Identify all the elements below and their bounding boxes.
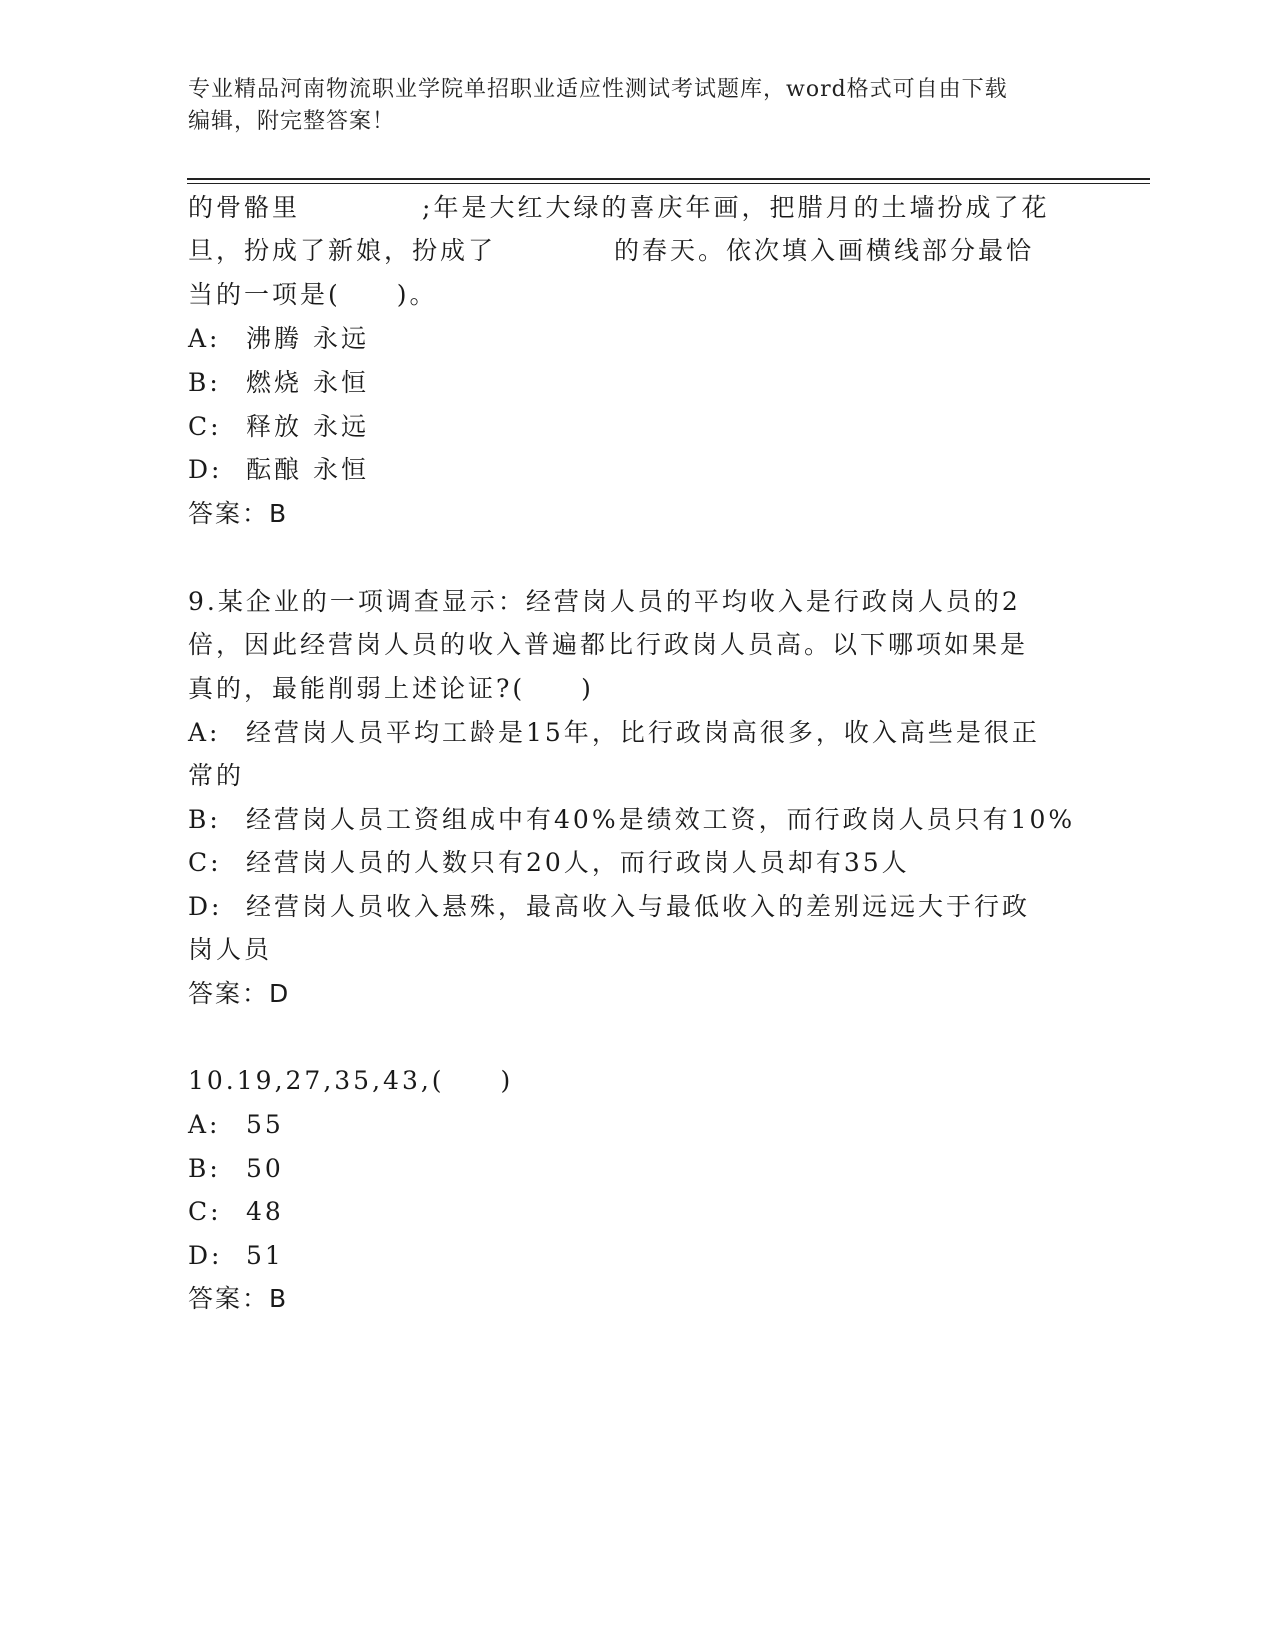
q8-option-a bbox=[188, 322, 369, 356]
option-text: 释放 永远 bbox=[246, 412, 369, 441]
q9-option-d-cont: 岗人员 bbox=[188, 935, 273, 964]
option-text: 55 bbox=[246, 1110, 284, 1139]
q9-option-c bbox=[188, 846, 910, 880]
q9-option-b bbox=[188, 803, 1075, 837]
q8-stem-text: 旦，扮成了新娘，扮成了 bbox=[188, 236, 497, 265]
option-label: B: bbox=[188, 368, 221, 397]
option-text: 48 bbox=[246, 1197, 284, 1226]
q9-stem-line-2: 倍，因此经营岗人员的收入普遍都比行政岗人员高。以下哪项如果是 bbox=[188, 630, 1029, 659]
q9-stem-line-3: 真的，最能削弱上述论证?( ) bbox=[188, 674, 594, 703]
option-label: A: bbox=[188, 718, 221, 747]
option-label: B: bbox=[188, 1154, 221, 1183]
option-label: D: bbox=[188, 455, 223, 484]
q9-stem-line-1: 9.某企业的一项调查显示：经营岗人员的平均收入是行政岗人员的2 bbox=[188, 587, 1021, 616]
option-text: 经营岗人员的人数只有20人，而行政岗人员却有35人 bbox=[246, 848, 910, 877]
q8-stem-text: ;年是大红大绿的喜庆年画，把腊月的土墙扮成了花 bbox=[422, 193, 1050, 222]
option-text: 经营岗人员收入悬殊，最高收入与最低收入的差别远远大于行政 bbox=[246, 892, 1031, 921]
q9-option-a-cont: 常的 bbox=[188, 761, 245, 790]
q8-stem-line-2 bbox=[188, 234, 1034, 268]
header-line-2: 编辑，附完整答案！ bbox=[188, 109, 396, 134]
option-label: B: bbox=[188, 805, 221, 834]
q8-stem-text: 的骨骼里 bbox=[188, 193, 301, 222]
q8-stem-line-3: 当的一项是( )。 bbox=[188, 280, 438, 309]
option-text: 经营岗人员工资组成中有40%是绩效工资，而行政岗人员只有10% bbox=[246, 805, 1076, 834]
q10-option-c bbox=[188, 1195, 284, 1229]
header-line-1: 专业精品河南物流职业学院单招职业适应性测试考试题库，word格式可自由下载 bbox=[188, 77, 1008, 102]
option-label: A: bbox=[188, 1110, 221, 1139]
q8-stem-line-1 bbox=[188, 191, 1049, 225]
header-rule-thick bbox=[187, 178, 1150, 180]
q10-option-a bbox=[188, 1108, 284, 1142]
q10-option-d bbox=[188, 1239, 284, 1273]
option-text: 50 bbox=[246, 1154, 284, 1183]
q9-option-d bbox=[188, 890, 1030, 924]
q9-answer: 答案：D bbox=[188, 979, 291, 1008]
q8-option-d bbox=[188, 453, 369, 487]
q10-option-b bbox=[188, 1152, 284, 1186]
option-text: 酝酿 永恒 bbox=[246, 455, 369, 484]
option-label: C: bbox=[188, 848, 222, 877]
q8-option-c bbox=[188, 410, 369, 444]
q10-answer: 答案：B bbox=[188, 1284, 289, 1313]
option-text: 燃烧 永恒 bbox=[246, 368, 369, 397]
q8-option-b bbox=[188, 366, 369, 400]
option-label: C: bbox=[188, 1197, 222, 1226]
q8-stem-text: 的春天。依次填入画横线部分最恰 bbox=[614, 236, 1035, 265]
option-text: 沸腾 永远 bbox=[246, 324, 369, 353]
option-label: C: bbox=[188, 412, 222, 441]
q8-answer: 答案：B bbox=[188, 499, 289, 528]
option-text: 51 bbox=[246, 1241, 284, 1270]
option-label: D: bbox=[188, 1241, 223, 1270]
page-header bbox=[188, 74, 1088, 138]
option-label: A: bbox=[188, 324, 221, 353]
q10-stem-line-1: 10.19,27,35,43,( ) bbox=[188, 1066, 514, 1095]
q9-option-a bbox=[188, 716, 1040, 750]
option-text: 经营岗人员平均工龄是15年，比行政岗高很多，收入高些是很正 bbox=[246, 718, 1040, 747]
option-label: D: bbox=[188, 892, 223, 921]
header-rule-thin bbox=[187, 183, 1150, 184]
